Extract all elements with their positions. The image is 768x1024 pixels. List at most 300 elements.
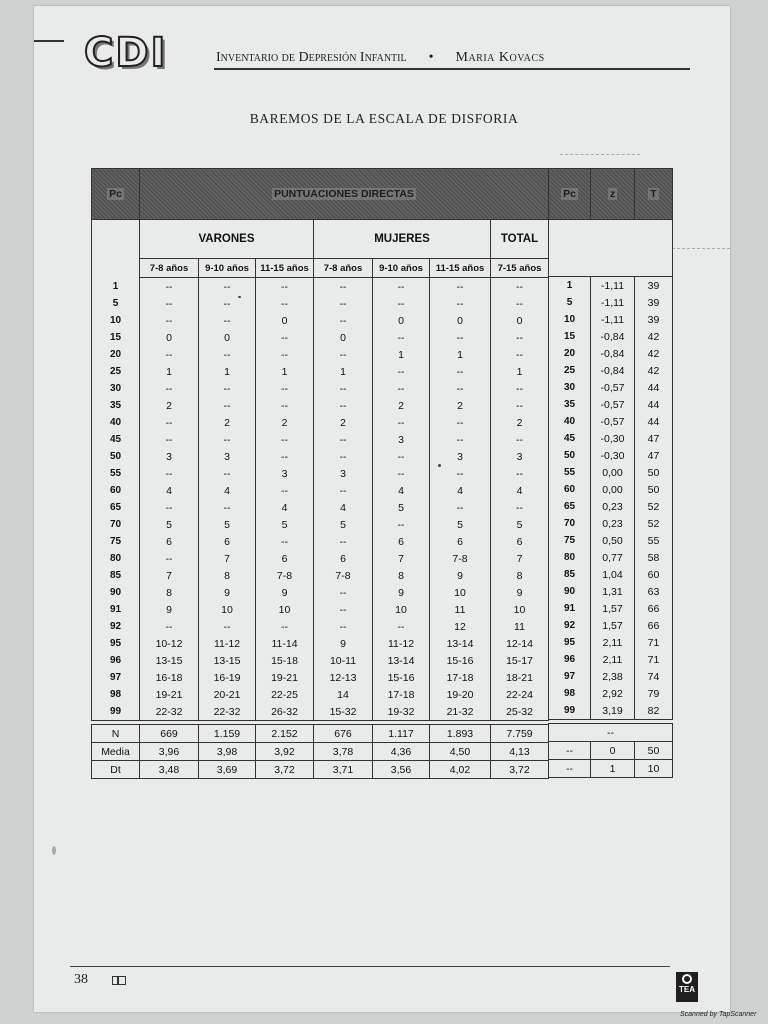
score-cell: 4	[491, 482, 549, 499]
z-cell: -0,84	[591, 362, 635, 379]
score-cell: --	[373, 380, 430, 397]
score-cell: 6	[314, 550, 373, 567]
score-cell: 3	[491, 448, 549, 465]
summary-cell: 3,98	[199, 743, 256, 761]
table-row-right	[549, 345, 673, 362]
score-cell: 6	[199, 533, 256, 550]
score-cell: 11-12	[373, 635, 430, 652]
header-row-groups	[92, 220, 549, 259]
scan-speck	[438, 464, 441, 467]
score-cell: --	[256, 380, 314, 397]
score-cell: 11-12	[199, 635, 256, 652]
score-cell: --	[430, 295, 491, 312]
score-cell: --	[199, 465, 256, 482]
score-cell: 10	[199, 601, 256, 618]
table-row	[92, 618, 549, 635]
score-cell: 19-32	[373, 703, 430, 721]
z-cell: 2,11	[591, 634, 635, 651]
table-row-right	[549, 668, 673, 685]
score-cell: --	[256, 295, 314, 312]
score-cell: --	[199, 431, 256, 448]
table-row-right	[549, 583, 673, 600]
pc-cell: 70	[92, 516, 140, 533]
table-row-right	[549, 277, 673, 295]
score-cell: --	[140, 431, 199, 448]
summary-row-right	[549, 760, 673, 778]
score-cell: --	[140, 550, 199, 567]
t-cell: 47	[635, 447, 673, 464]
pc-cell: 40	[549, 413, 591, 430]
score-cell: --	[256, 431, 314, 448]
score-cell: 22-32	[199, 703, 256, 721]
pc-cell: 65	[549, 498, 591, 515]
summary-cell: 3,92	[256, 743, 314, 761]
pc-cell: 10	[549, 311, 591, 328]
summary-cell: --	[549, 760, 591, 778]
score-cell: 9	[373, 584, 430, 601]
score-cell: 1	[430, 346, 491, 363]
score-cell: --	[430, 278, 491, 296]
stray-dotted-line	[672, 248, 730, 249]
score-cell: 3	[373, 431, 430, 448]
pc-cell: 70	[549, 515, 591, 532]
table-row	[92, 363, 549, 380]
score-cell: 17-18	[373, 686, 430, 703]
score-cell: --	[199, 380, 256, 397]
summary-row	[92, 761, 549, 779]
score-cell: 4	[373, 482, 430, 499]
score-cell: --	[140, 312, 199, 329]
t-cell: 71	[635, 634, 673, 651]
score-cell: --	[491, 465, 549, 482]
score-cell: --	[430, 380, 491, 397]
pc-cell: 35	[92, 397, 140, 414]
score-cell: --	[314, 346, 373, 363]
scan-speck	[238, 296, 241, 298]
score-cell: 6	[256, 550, 314, 567]
pc-cell: 80	[92, 550, 140, 567]
puntuaciones-directas-header: PUNTUACIONES DIRECTAS	[140, 169, 549, 220]
z-cell: -0,30	[591, 447, 635, 464]
score-cell: --	[199, 278, 256, 296]
pc-cell: 85	[92, 567, 140, 584]
score-cell: 1	[373, 346, 430, 363]
score-cell: --	[314, 380, 373, 397]
z-cell: -0,30	[591, 430, 635, 447]
score-cell: 15-17	[491, 652, 549, 669]
t-cell: 58	[635, 549, 673, 566]
score-cell: --	[256, 278, 314, 296]
score-cell: 1	[314, 363, 373, 380]
pc-cell: 75	[92, 533, 140, 550]
z-column-header: z	[591, 169, 635, 220]
pc-cell: 25	[92, 363, 140, 380]
age-header: 7-8 años	[314, 259, 373, 278]
z-cell: 3,19	[591, 702, 635, 720]
scan-speck	[52, 846, 56, 855]
summary-cell: 3,56	[373, 761, 430, 779]
score-cell: 25-32	[491, 703, 549, 721]
summary-cell: 3,72	[256, 761, 314, 779]
pc-cell: 35	[549, 396, 591, 413]
pc-cell: 85	[549, 566, 591, 583]
score-cell: --	[373, 295, 430, 312]
summary-cell: 50	[635, 742, 673, 760]
t-cell: 71	[635, 651, 673, 668]
t-cell: 44	[635, 379, 673, 396]
pc-cell: 80	[549, 549, 591, 566]
score-cell: 2	[430, 397, 491, 414]
score-cell: 15-16	[430, 652, 491, 669]
score-cell: 21-32	[430, 703, 491, 721]
score-cell: --	[140, 278, 199, 296]
table-row-right	[549, 430, 673, 447]
summary-cell: 1.159	[199, 725, 256, 743]
score-cell: 19-21	[140, 686, 199, 703]
score-cell: 8	[373, 567, 430, 584]
t-cell: 47	[635, 430, 673, 447]
z-cell: 1,57	[591, 617, 635, 634]
score-cell: --	[491, 295, 549, 312]
header-left-rule	[34, 40, 64, 42]
pc-cell: 25	[549, 362, 591, 379]
summary-cell: 669	[140, 725, 199, 743]
book-title: Inventario de Depresión Infantil	[216, 50, 407, 65]
summary-cell: 3,96	[140, 743, 199, 761]
pc-cell: 1	[549, 277, 591, 295]
score-cell: 10	[491, 601, 549, 618]
t-cell: 52	[635, 515, 673, 532]
z-cell: -0,84	[591, 328, 635, 345]
t-cell: 39	[635, 294, 673, 311]
age-header: 11-15 años	[256, 259, 314, 278]
header-spacer-right	[549, 220, 673, 277]
table-row	[92, 635, 549, 652]
table-row-right	[549, 651, 673, 668]
table-row	[92, 482, 549, 499]
score-cell: --	[256, 448, 314, 465]
pc-cell: 20	[92, 346, 140, 363]
pc-cell: 5	[549, 294, 591, 311]
score-cell: --	[491, 431, 549, 448]
pc-cell: 99	[92, 703, 140, 721]
pc-cell: 45	[92, 431, 140, 448]
score-cell: 2	[256, 414, 314, 431]
t-cell: 42	[635, 362, 673, 379]
t-cell: 63	[635, 583, 673, 600]
score-cell: 20-21	[199, 686, 256, 703]
table-row	[92, 295, 549, 312]
score-cell: 10	[256, 601, 314, 618]
score-cell: --	[373, 363, 430, 380]
score-cell: 14	[314, 686, 373, 703]
table-row	[92, 550, 549, 567]
score-cell: --	[491, 499, 549, 516]
table-row	[92, 346, 549, 363]
score-cell: 12-14	[491, 635, 549, 652]
z-cell: 1,04	[591, 566, 635, 583]
page-title: BAREMOS DE LA ESCALA DE DISFORIA	[249, 111, 519, 126]
summary-label: Dt	[92, 761, 140, 779]
table-row	[92, 686, 549, 703]
score-cell: 10	[373, 601, 430, 618]
score-cell: 2	[373, 397, 430, 414]
score-cell: --	[491, 346, 549, 363]
score-cell: --	[140, 618, 199, 635]
z-cell: -1,11	[591, 277, 635, 295]
t-column-header: T	[635, 169, 673, 220]
pc-cell: 50	[549, 447, 591, 464]
score-cell: 0	[491, 312, 549, 329]
pc-cell: 65	[92, 499, 140, 516]
score-cell: --	[314, 295, 373, 312]
score-cell: --	[373, 516, 430, 533]
pc-right-column-header: Pc	[549, 169, 591, 220]
pc-cell: 91	[92, 601, 140, 618]
summary-cell: 10	[635, 760, 673, 778]
score-cell: 6	[373, 533, 430, 550]
baremos-table-main	[91, 168, 549, 779]
score-cell: --	[199, 618, 256, 635]
t-cell: 50	[635, 464, 673, 481]
mujeres-group-header: MUJERES	[314, 220, 491, 259]
score-cell: 3	[314, 465, 373, 482]
score-cell: --	[199, 295, 256, 312]
pc-cell: 75	[549, 532, 591, 549]
t-cell: 82	[635, 702, 673, 720]
score-cell: 4	[314, 499, 373, 516]
t-cell: 42	[635, 345, 673, 362]
score-cell: 7	[199, 550, 256, 567]
score-cell: 10-11	[314, 652, 373, 669]
table-row-right	[549, 311, 673, 328]
score-cell: 2	[491, 414, 549, 431]
table-row	[92, 278, 549, 296]
score-cell: 15-18	[256, 652, 314, 669]
z-cell: -1,11	[591, 294, 635, 311]
scan-caption: Scanned by TapScanner	[680, 1011, 757, 1018]
pc-column-header: Pc	[92, 169, 140, 220]
score-cell: 1	[491, 363, 549, 380]
score-cell: --	[430, 329, 491, 346]
score-cell: --	[373, 278, 430, 296]
pc-cell: 30	[92, 380, 140, 397]
score-cell: --	[199, 346, 256, 363]
score-cell: 0	[256, 312, 314, 329]
z-cell: -0,57	[591, 396, 635, 413]
score-cell: 16-19	[199, 669, 256, 686]
score-cell: 11	[430, 601, 491, 618]
score-cell: 7	[491, 550, 549, 567]
score-cell: 17-18	[430, 669, 491, 686]
score-cell: 13-15	[199, 652, 256, 669]
table-row-right	[549, 294, 673, 311]
pc-cell: 96	[92, 652, 140, 669]
score-cell: 7-8	[314, 567, 373, 584]
table-row	[92, 465, 549, 482]
z-cell: -1,11	[591, 311, 635, 328]
score-cell: 15-32	[314, 703, 373, 721]
summary-row-right	[549, 724, 673, 742]
score-cell: 0	[314, 329, 373, 346]
score-cell: 22-32	[140, 703, 199, 721]
t-cell: 52	[635, 498, 673, 515]
age-header: 7-8 años	[140, 259, 199, 278]
score-cell: 0	[140, 329, 199, 346]
varones-group-header: VARONES	[140, 220, 314, 259]
score-cell: 12	[430, 618, 491, 635]
score-cell: 8	[140, 584, 199, 601]
score-cell: 18-21	[491, 669, 549, 686]
score-cell: 11	[491, 618, 549, 635]
score-cell: 19-21	[256, 669, 314, 686]
score-cell: --	[373, 465, 430, 482]
summary-cell: 4,50	[430, 743, 491, 761]
table-row-right	[549, 498, 673, 515]
score-cell: 26-32	[256, 703, 314, 721]
score-cell: 8	[491, 567, 549, 584]
score-cell: --	[140, 499, 199, 516]
summary-cell: 4,36	[373, 743, 430, 761]
table-row-right	[549, 600, 673, 617]
pc-cell: 96	[549, 651, 591, 668]
score-cell: 9	[430, 567, 491, 584]
table-row	[92, 329, 549, 346]
z-cell: 0,00	[591, 464, 635, 481]
z-cell: 1,57	[591, 600, 635, 617]
summary-cell: 2.152	[256, 725, 314, 743]
table-row	[92, 397, 549, 414]
score-cell: 22-25	[256, 686, 314, 703]
t-cell: 66	[635, 600, 673, 617]
table-row	[92, 669, 549, 686]
score-cell: --	[199, 499, 256, 516]
table-row	[92, 380, 549, 397]
score-cell: 1	[199, 363, 256, 380]
z-cell: 2,11	[591, 651, 635, 668]
publisher-emblem-icon	[682, 974, 692, 984]
table-row-right	[549, 362, 673, 379]
score-cell: 5	[491, 516, 549, 533]
score-cell: --	[314, 533, 373, 550]
running-header	[216, 50, 545, 66]
score-cell: --	[140, 380, 199, 397]
score-cell: 19-20	[430, 686, 491, 703]
summary-cell: 0	[591, 742, 635, 760]
header-row-ages	[92, 259, 549, 278]
pc-cell: 60	[92, 482, 140, 499]
z-cell: 2,38	[591, 668, 635, 685]
score-cell: --	[256, 533, 314, 550]
score-cell: --	[314, 278, 373, 296]
pc-cell: 30	[549, 379, 591, 396]
score-cell: 10	[430, 584, 491, 601]
z-cell: 0,00	[591, 481, 635, 498]
t-cell: 42	[635, 328, 673, 345]
score-cell: --	[373, 448, 430, 465]
score-cell: 4	[199, 482, 256, 499]
score-cell: --	[199, 312, 256, 329]
score-cell: --	[314, 431, 373, 448]
score-cell: --	[256, 397, 314, 414]
score-cell: 6	[140, 533, 199, 550]
summary-cell: --	[549, 742, 591, 760]
score-cell: 22-24	[491, 686, 549, 703]
score-cell: 6	[491, 533, 549, 550]
pc-cell: 45	[549, 430, 591, 447]
score-cell: 9	[256, 584, 314, 601]
score-cell: 5	[256, 516, 314, 533]
table-row	[92, 584, 549, 601]
score-cell: --	[491, 397, 549, 414]
score-cell: --	[256, 346, 314, 363]
pc-cell: 10	[92, 312, 140, 329]
cdi-logo: CDI	[84, 30, 168, 76]
z-cell: 0,23	[591, 515, 635, 532]
t-cell: 44	[635, 396, 673, 413]
score-cell: --	[373, 618, 430, 635]
score-cell: --	[491, 278, 549, 296]
score-cell: --	[430, 363, 491, 380]
table-row-right	[549, 328, 673, 345]
score-cell: 2	[314, 414, 373, 431]
table-row	[92, 312, 549, 329]
pc-cell: 95	[92, 635, 140, 652]
pc-cell: 20	[549, 345, 591, 362]
summary-row	[92, 725, 549, 743]
table-row-right	[549, 464, 673, 481]
age-header: 7-15 años	[491, 259, 549, 278]
book-icon	[112, 976, 126, 985]
pc-cell: 99	[549, 702, 591, 720]
z-cell: 1,31	[591, 583, 635, 600]
table-row-right	[549, 634, 673, 651]
summary-cell: 1.117	[373, 725, 430, 743]
z-cell: -0,57	[591, 379, 635, 396]
score-cell: 13-14	[430, 635, 491, 652]
score-cell: --	[256, 482, 314, 499]
table-row-right	[549, 549, 673, 566]
table-row	[92, 652, 549, 669]
score-cell: --	[314, 618, 373, 635]
score-cell: --	[256, 618, 314, 635]
t-cell: 50	[635, 481, 673, 498]
t-cell: 39	[635, 277, 673, 295]
table-row-right	[549, 685, 673, 702]
pc-cell: 55	[549, 464, 591, 481]
score-cell: 5	[140, 516, 199, 533]
pc-cell: 15	[549, 328, 591, 345]
pc-cell: 50	[92, 448, 140, 465]
summary-cell: 1	[591, 760, 635, 778]
pc-cell: 90	[92, 584, 140, 601]
score-cell: 1	[140, 363, 199, 380]
score-cell: --	[314, 312, 373, 329]
score-cell: --	[314, 584, 373, 601]
table-row	[92, 533, 549, 550]
score-cell: 13-15	[140, 652, 199, 669]
pc-cell: 5	[92, 295, 140, 312]
summary-cell: 3,72	[491, 761, 549, 779]
score-cell: 12-13	[314, 669, 373, 686]
pc-cell: 40	[92, 414, 140, 431]
t-cell: 74	[635, 668, 673, 685]
footer-rule	[70, 966, 670, 967]
score-cell: --	[140, 346, 199, 363]
summary-cell: --	[549, 724, 673, 742]
author-name: Maria Kovacs	[455, 50, 545, 65]
summary-row	[92, 743, 549, 761]
